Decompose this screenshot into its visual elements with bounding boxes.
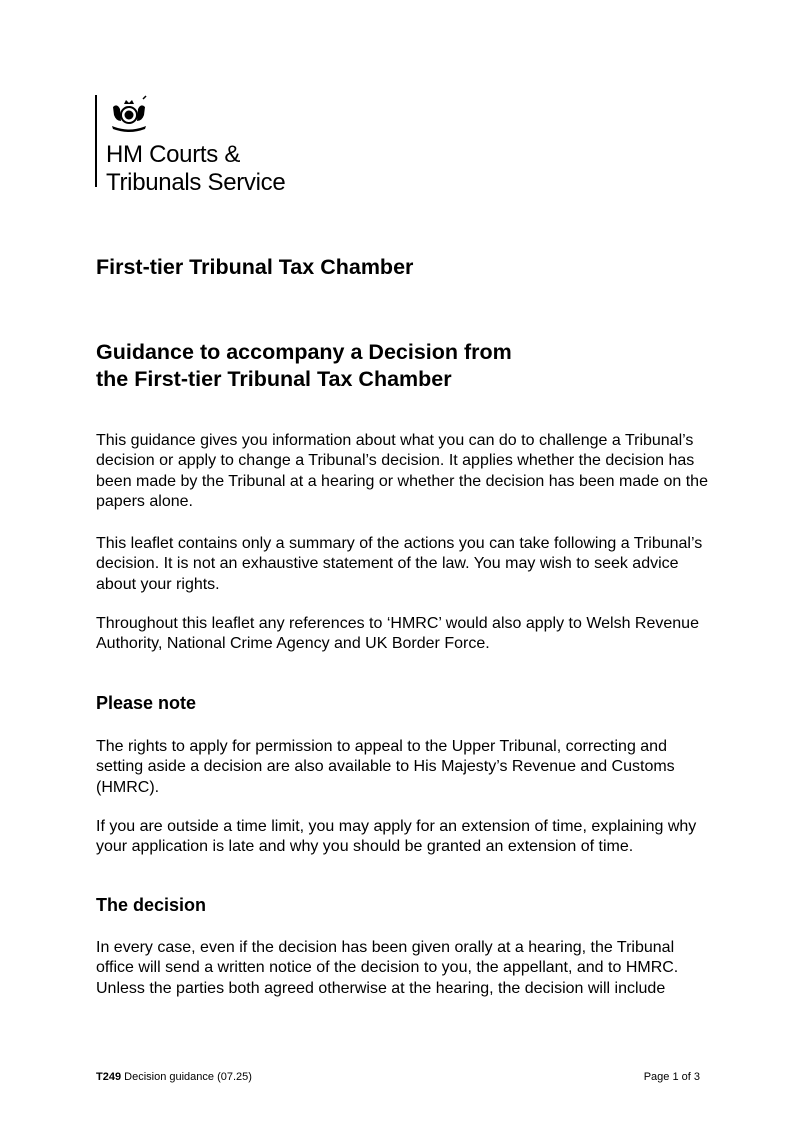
intro-paragraph-2: This leaflet contains only a summary of the actions you can take following a Tribunal’s decision. It is not an exhaustive statement of the law. You may wish to seek advice about your rights. <box>96 535 703 593</box>
the-decision-paragraph-1: In every case, even if the decision has been given orally at a hearing, the Tribunal office will send a written notice of the decision to you, the appellant, and to HMRC. Unless the parties both agreed otherwise at the hearing, the decision will include <box>96 939 679 997</box>
please-note-paragraph-2: If you are outside a time limit, you may apply for an extension of time, explaining why your application is late and why you should be granted an extension of time. <box>96 818 697 856</box>
document-title: First-tier Tribunal Tax Chamber <box>96 255 414 279</box>
footer-form-code: T249 <box>96 1071 122 1083</box>
footer-form-title: Decision guidance (07.25) <box>121 1071 252 1083</box>
intro-paragraph-3: Throughout this leaflet any references to ‘HMRC’ would also apply to Welsh Revenue Authority, National Crime Agency and UK Border Force. <box>96 615 699 653</box>
the-decision-heading: The decision <box>96 895 207 915</box>
subtitle-line-1: Guidance to accompany a Decision from <box>96 340 512 364</box>
please-note-heading: Please note <box>96 693 197 713</box>
please-note-paragraph-1: The rights to apply for permission to appeal to the Upper Tribunal, correcting and setting aside a decision are also available to His Majesty’s Revenue and Customs (HMRC). <box>96 738 675 796</box>
document-subtitle <box>96 339 512 393</box>
intro-paragraph-1: This guidance gives you information about what you can do to challenge a Tribunal’s decision or apply to change a Tribunal’s decision. It applies whether the decision has been made by the Tribunal at a hearing or whether the decision has been made on the papers alone. <box>96 432 708 510</box>
footer-form-reference <box>96 1071 252 1083</box>
footer-page-number: Page 1 of 3 <box>643 1071 700 1083</box>
subtitle-line-2: the First-tier Tribunal Tax Chamber <box>96 367 452 391</box>
hmcts-logo <box>95 95 286 196</box>
logo-line-2: Tribunals Service <box>106 169 286 196</box>
royal-coat-of-arms-icon <box>108 95 150 133</box>
logo-line-1: HM Courts & <box>106 141 241 168</box>
